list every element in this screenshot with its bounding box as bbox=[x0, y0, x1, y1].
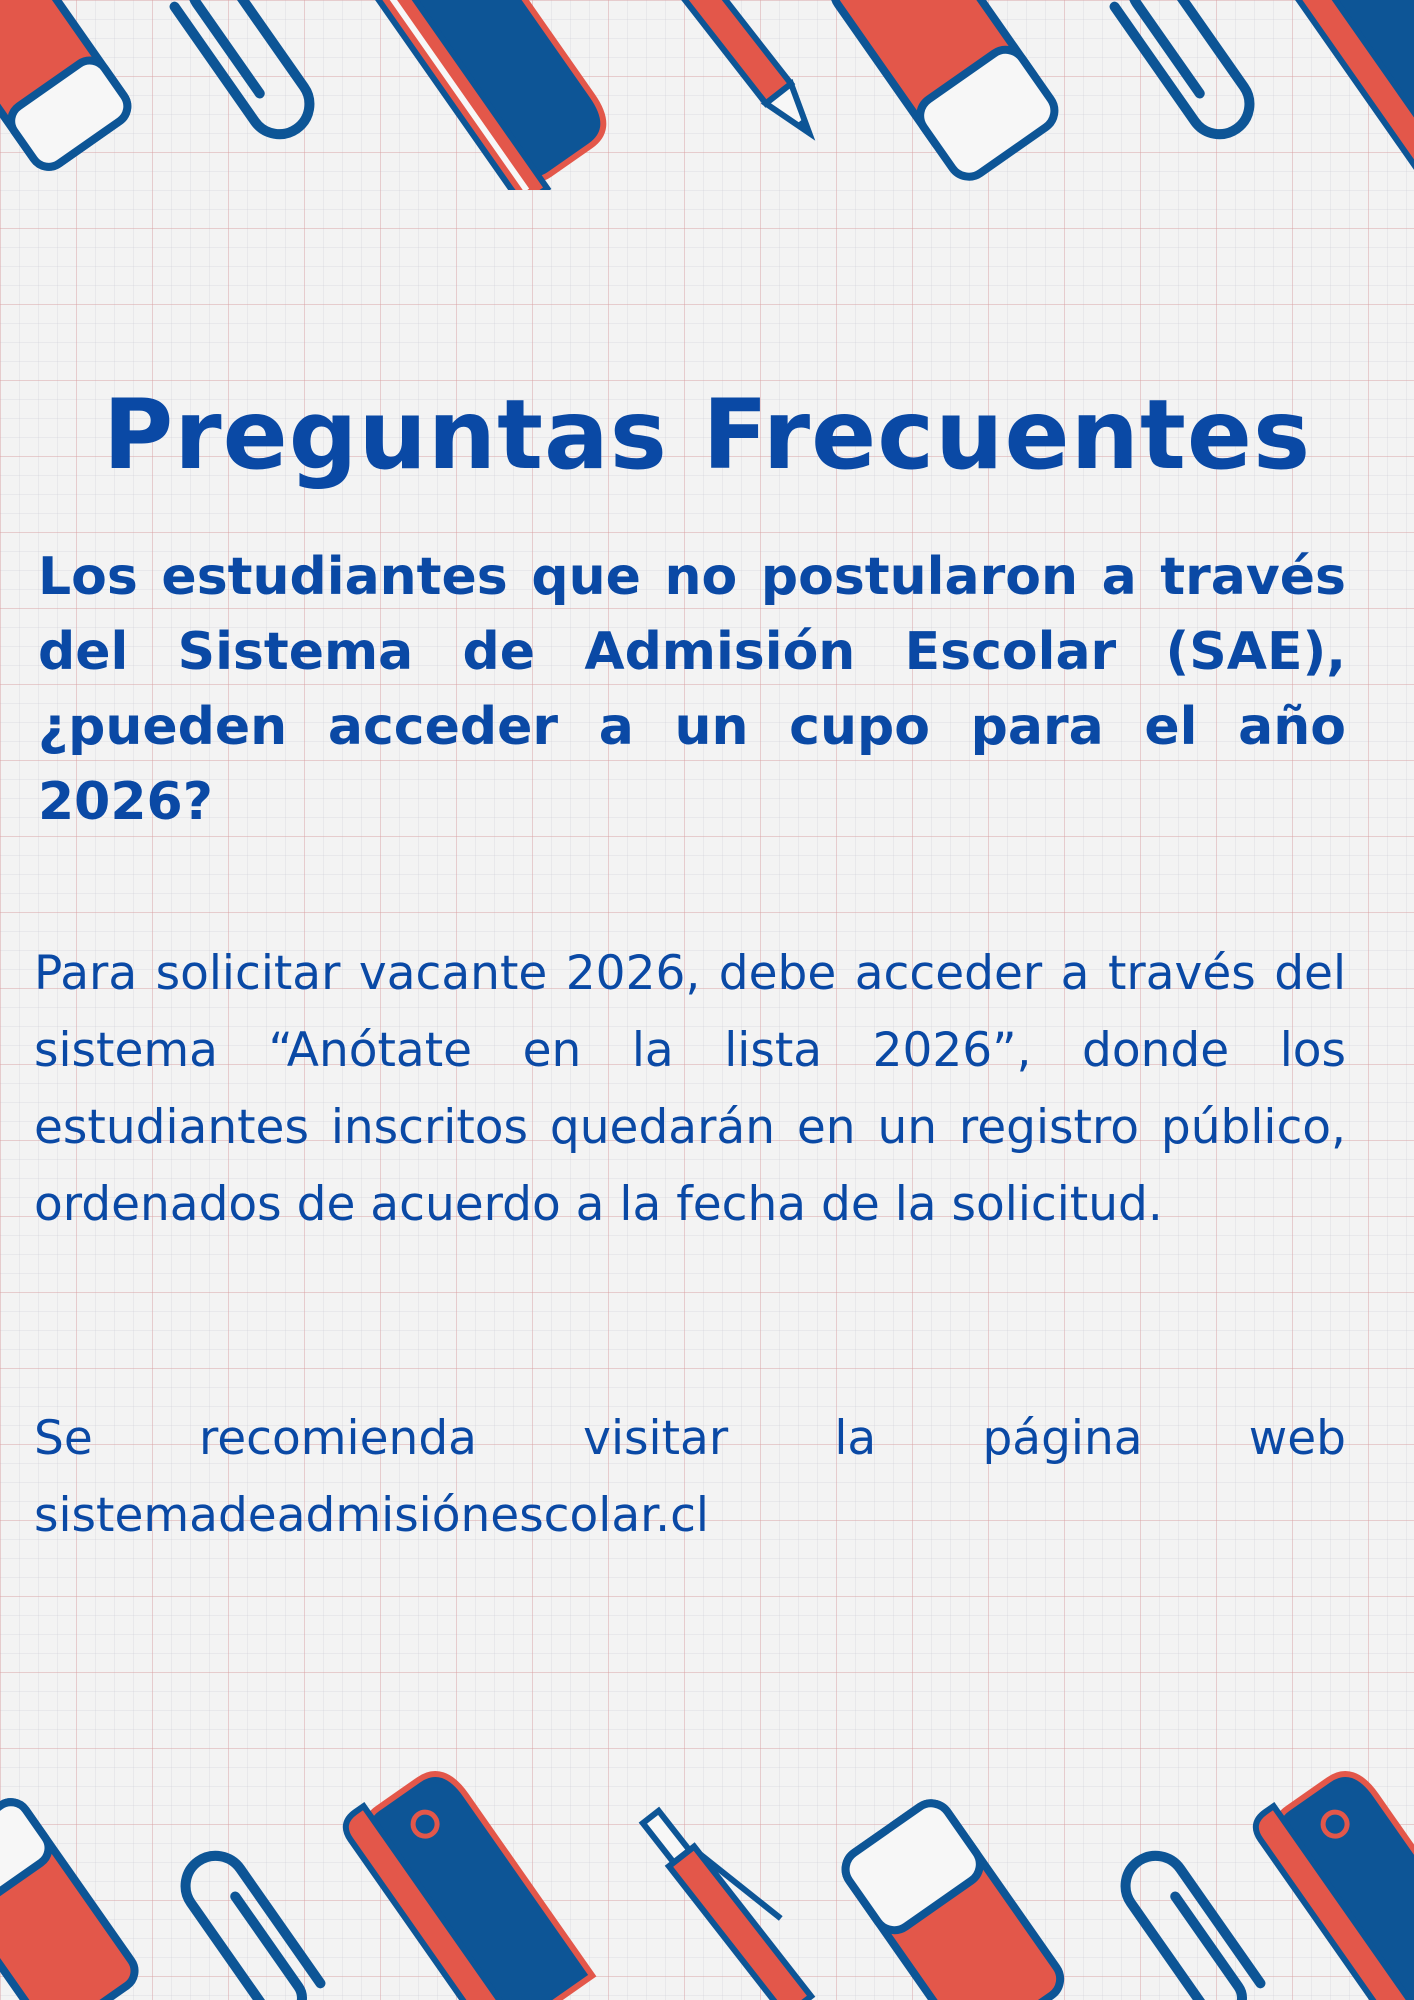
eraser-icon bbox=[826, 0, 1062, 185]
paperclip-icon bbox=[1109, 0, 1261, 146]
pen-icon bbox=[649, 0, 822, 143]
stapler-icon bbox=[339, 1755, 592, 2000]
stapler-icon bbox=[1249, 1755, 1414, 2000]
eraser-icon bbox=[0, 1795, 142, 2000]
bottom-decoration bbox=[0, 1750, 1414, 2000]
faq-question: Los estudiantes que no postularon a través del Sistema de Admisión Escolar (SAE), ¿pueden acceder a un cupo para el año 2026? bbox=[38, 547, 1346, 832]
eraser-icon bbox=[838, 1795, 1068, 2000]
eraser-icon bbox=[0, 0, 134, 174]
stapler-icon bbox=[1288, 0, 1414, 190]
faq-recommendation bbox=[34, 1400, 1346, 1554]
faq-answer: Para solicitar vacante 2026, debe acceder a través del sistema “Anótate en la lista 2026”, donde los estudiantes inscritos quedarán en un registro público, ordenados de acuerdo a la fecha de la solicitud. bbox=[34, 946, 1346, 1232]
top-decoration bbox=[0, 0, 1414, 190]
page-title: Preguntas Frecuentes bbox=[102, 379, 1312, 491]
stapler-icon bbox=[368, 0, 621, 190]
pen-icon bbox=[638, 1792, 830, 2000]
recommendation-text: Se recomienda visitar la página web bbox=[34, 1411, 1346, 1466]
website-link[interactable]: sistemadeadmisiónescolar.cl bbox=[34, 1488, 709, 1543]
paperclip-icon bbox=[174, 1844, 326, 2000]
paperclip-icon bbox=[1114, 1844, 1266, 2000]
paperclip-icon bbox=[169, 0, 321, 146]
